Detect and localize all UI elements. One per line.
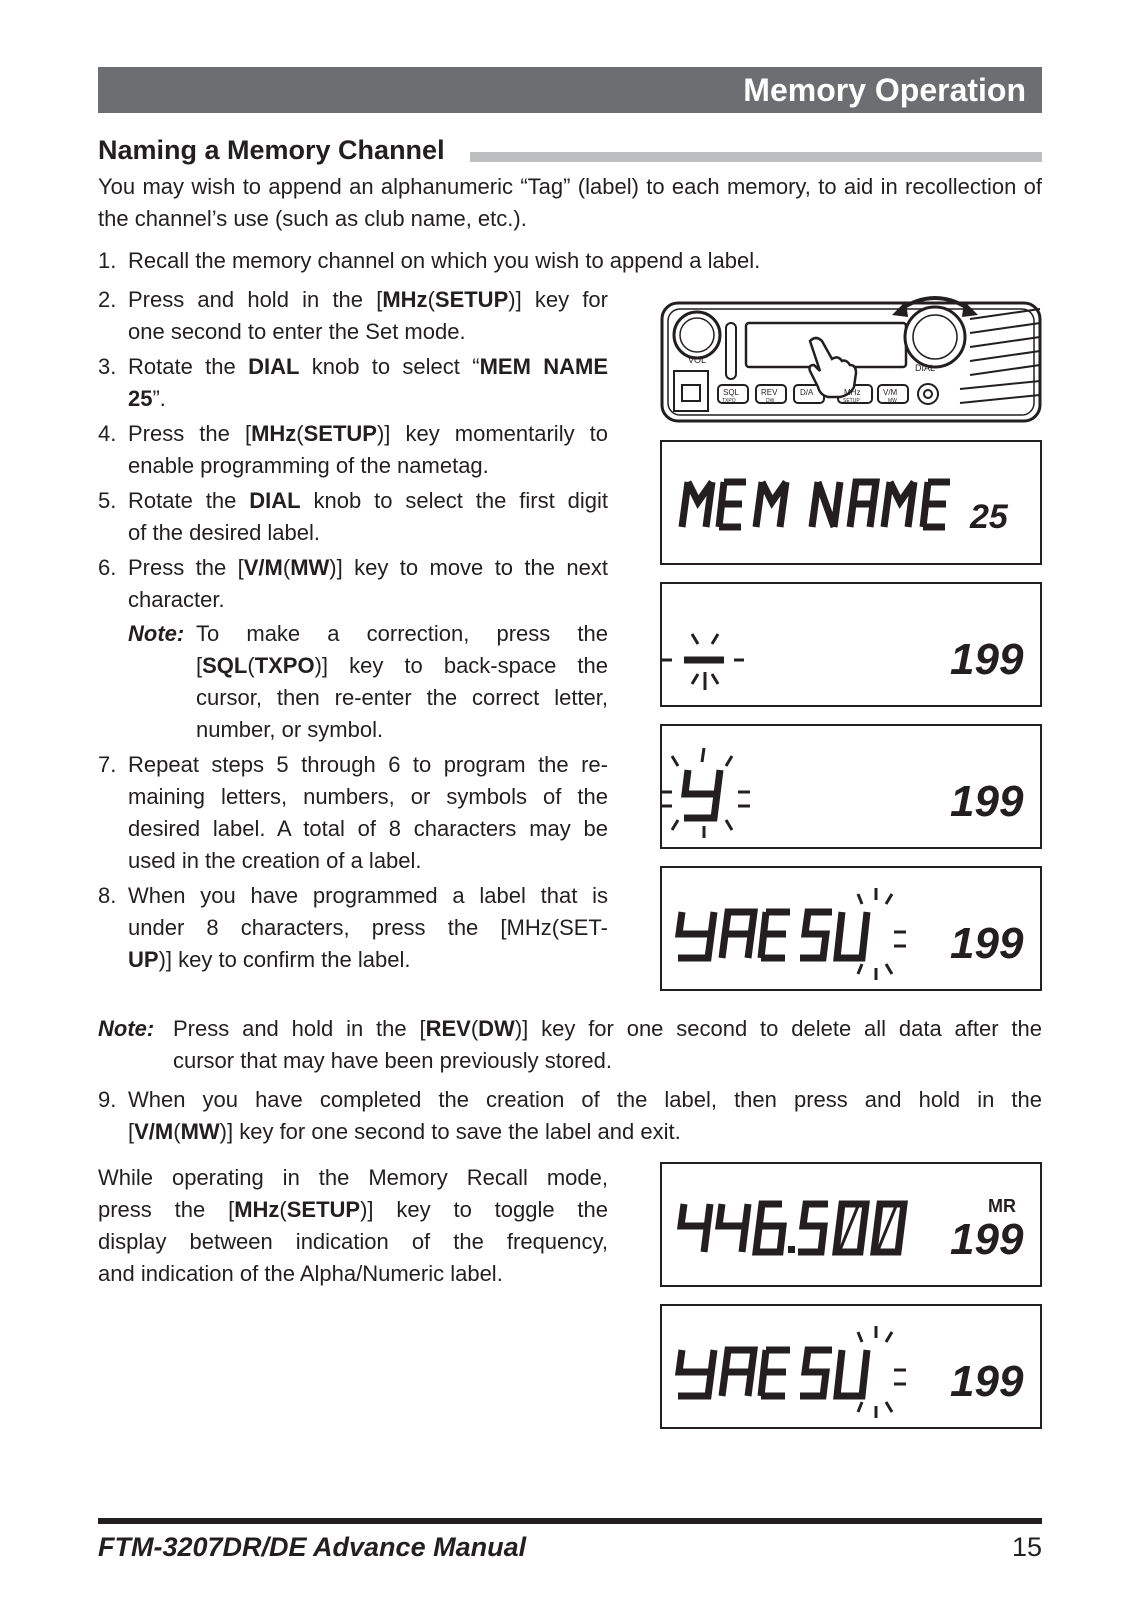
key-sublabel: DW	[766, 398, 775, 404]
step-line: Press and hold in the [MHz(SETUP)] key for	[128, 287, 608, 312]
step-9	[98, 1084, 1042, 1154]
lcd-sub-text: 25	[970, 498, 1008, 536]
step-line: one second to enter the Set mode.	[128, 319, 466, 344]
lcd-segment-graphic	[662, 1306, 1040, 1427]
step-number: 6.	[98, 555, 117, 580]
step-number: 5.	[98, 488, 117, 513]
lcd-display-label-toggle	[660, 1304, 1042, 1429]
step-number: 9.	[98, 1087, 117, 1112]
key-label: SQL	[723, 388, 740, 397]
key-sublabel: MW	[888, 398, 897, 404]
dial-label: DIAL	[915, 363, 936, 373]
step-line: Press the [MHz(SETUP)] key momentarily to	[128, 421, 608, 446]
header-bar	[98, 67, 1042, 113]
step-line: Rotate the DIAL knob to select the first digit	[128, 488, 608, 513]
paragraph-line: display between indication of the frequency,	[98, 1229, 608, 1254]
step-line: enable programming of the nametag.	[128, 453, 489, 478]
step-line: Press the [V/M(MW)] key to move to the next	[128, 555, 608, 580]
step-line: 25”.	[128, 386, 166, 411]
lcd-channel: 199	[950, 919, 1024, 968]
note-line: [SQL(TXPO)] key to back-space the	[196, 653, 608, 678]
note-line: cursor that may have been previously stored.	[173, 1048, 613, 1073]
lcd-display-first-char	[660, 724, 1042, 849]
step-text: Recall the memory channel on which you wish to append a label.	[128, 248, 761, 273]
lcd-mr-badge: MR	[988, 1196, 1016, 1216]
lcd-channel: 199	[950, 1215, 1024, 1264]
lcd-segment-graphic	[662, 1164, 1040, 1285]
lcd-display-mem-name	[660, 440, 1042, 565]
step-line: of the desired label.	[128, 520, 321, 545]
step-number: 8.	[98, 883, 117, 908]
key-label: MHz	[844, 388, 861, 397]
step-line: under 8 characters, press the [MHz(SET-	[128, 915, 608, 940]
footer-page-number: 15	[1011, 1532, 1042, 1562]
lcd-channel: 199	[950, 1357, 1024, 1406]
key-sublabel: SETUP	[843, 398, 860, 404]
lcd-channel: 199	[950, 635, 1024, 684]
step-number: 1.	[98, 248, 117, 273]
paragraph-line: press the [MHz(SETUP)] key to toggle the	[98, 1197, 609, 1222]
vol-label: VOL	[688, 355, 707, 365]
key-label: REV	[761, 388, 778, 397]
radio-front-panel-illustration	[660, 289, 1042, 423]
step-line: UP)] key to confirm the label.	[128, 947, 411, 972]
step-1	[98, 245, 1042, 277]
lcd-segment-graphic	[662, 868, 1040, 989]
step-line: Rotate the DIAL knob to select “MEM NAME	[128, 354, 608, 379]
key-label: D/A	[800, 388, 814, 397]
section-title: Naming a Memory Channel	[98, 135, 445, 165]
note-line: cursor, then re-enter the correct letter,	[196, 685, 608, 710]
lcd-display-frequency	[660, 1162, 1042, 1287]
page-header-title: Memory Operation	[743, 72, 1026, 108]
note-label: Note:	[98, 1016, 155, 1041]
key-sublabel: TXPO	[722, 398, 736, 404]
paragraph-line: While operating in the Memory Recall mode,	[98, 1165, 608, 1190]
lcd-display-label	[660, 866, 1042, 991]
step-line: desired label. A total of 8 characters may be	[128, 816, 608, 841]
lcd-segment-graphic	[662, 442, 1040, 563]
step-number: 3.	[98, 354, 117, 379]
lcd-channel: 199	[950, 777, 1024, 826]
paragraph-line: and indication of the Alpha/Numeric label.	[98, 1261, 503, 1286]
step-number: 4.	[98, 421, 117, 446]
lcd-display-cursor	[660, 582, 1042, 707]
step-line: [V/M(MW)] key for one second to save the label and exit.	[128, 1119, 681, 1144]
step-line: character.	[128, 587, 225, 612]
footer-rule	[98, 1518, 1042, 1524]
radio-panel-svg	[660, 289, 1042, 423]
section-title-rule	[470, 152, 1042, 162]
step-number: 7.	[98, 752, 117, 777]
step-line: maining letters, numbers, or symbols of the	[128, 784, 608, 809]
footer-manual-title: FTM-3207DR/DE Advance Manual	[98, 1532, 527, 1562]
note-line: Press and hold in the [REV(DW)] key for one second to delete all data after the	[173, 1016, 1043, 1041]
note-line: To make a correction, press the	[196, 621, 608, 646]
note-label: Note:	[128, 621, 185, 646]
note-line: number, or symbol.	[196, 717, 384, 742]
lcd-segment-graphic	[662, 584, 1040, 705]
step-number: 2.	[98, 287, 117, 312]
step-line: When you have programmed a label that is	[128, 883, 608, 908]
lcd-segment-graphic	[662, 726, 1040, 847]
step-line: When you have completed the creation of the label, then press and hold in the	[128, 1087, 1042, 1112]
key-label: V/M	[883, 388, 898, 397]
intro-paragraph: You may wish to append an alphanumeric “Tag” (label) to each memory, to aid in recollection of the channel’s use (such as club name, etc.).	[98, 174, 1042, 231]
step-line: Repeat steps 5 through 6 to program the re-	[128, 752, 608, 777]
step-line: used in the creation of a label.	[128, 848, 422, 873]
note-delete	[98, 1013, 1042, 1083]
